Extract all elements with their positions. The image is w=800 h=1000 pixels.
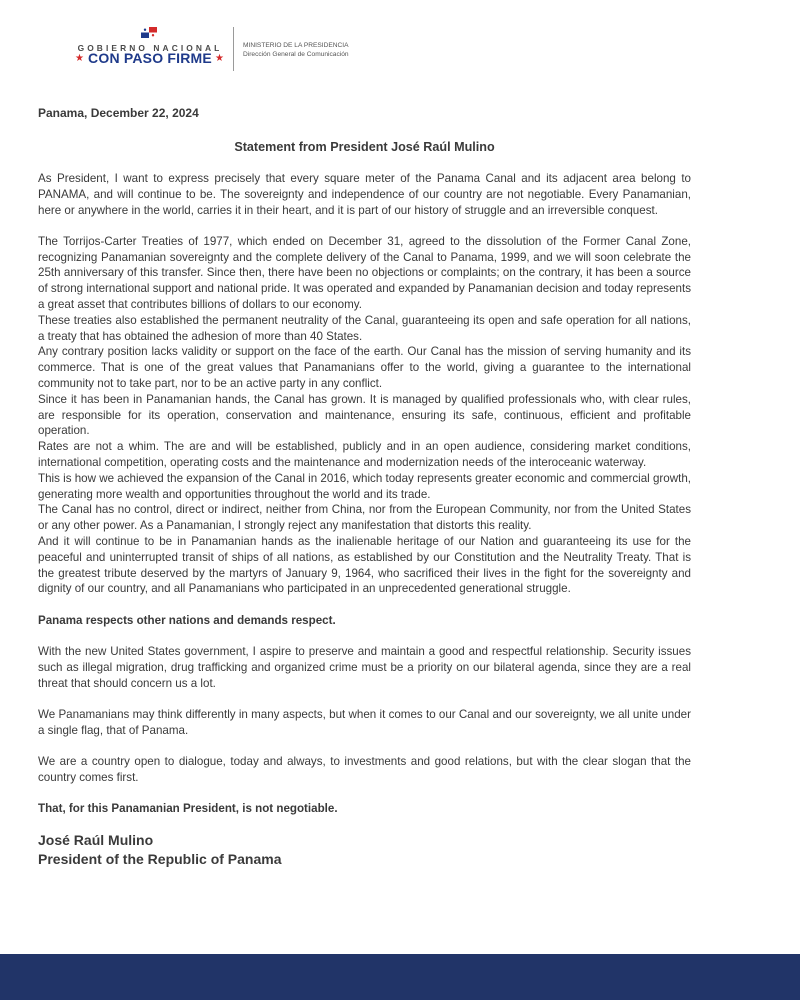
footer-band <box>0 954 800 1000</box>
paragraph: We Panamanians may think differently in many aspects, but when it comes to our Canal and our sovereignty, we all unite under a single flag, that of Panama. <box>38 707 691 737</box>
logo-slogan: CON PASO FIRME <box>88 50 212 66</box>
paragraph: The Torrijos-Carter Treaties of 1977, which ended on December 31, agreed to the dissolution of the Former Canal Zone, recognizing Panamanian sovereignty and the complete delivery of the Canal to Panama, 1999, and we will soon celebrate the 25th anniversary of this transfer. Since then, there have been no objections or complaints; on the contrary, it has been a source of strong international support and national pride. It was operated and expanded by Panamanian decision and today represents a great asset that contributes billions of dollars to our economy. <box>38 234 691 312</box>
ministry-block <box>243 42 349 59</box>
ministry-department: Dirección General de Comunicación <box>243 50 349 58</box>
paragraph: Rates are not a whim. The are and will be established, publicly and in an open audience, considering market conditions, international competition, operating costs and the maintenance and modernization needs of the interoceanic waterway. <box>38 440 691 470</box>
star-icon: ★ <box>215 53 224 64</box>
statement-date: Panama, December 22, 2024 <box>38 106 199 120</box>
paragraph: As President, I want to express precisely that every square meter of the Panama Canal and its adjacent area belong to PANAMA, and will continue to be. The sovereignty and independence of our country are not negotiable. Every Panamanian, here or anywhere in the world, carries it in their heart, and it is part of our history of struggle and an irreversible conquest. <box>38 172 691 217</box>
panama-flag-icon <box>141 27 157 38</box>
header-divider <box>233 27 234 71</box>
letterhead <box>0 0 800 90</box>
statement-title: Statement from President José Raúl Mulino <box>234 140 495 154</box>
paragraph: The Canal has no control, direct or indirect, neither from China, nor from the European Community, nor from the United States or any other power. As a Panamanian, I strongly reject any manifestation that distorts this reality. <box>38 503 691 533</box>
paragraph: With the new United States government, I aspire to preserve and maintain a good and respectful relationship. Security issues such as illegal migration, drug trafficking and organized crime must be a priority on our bilateral agenda, since they are a real threat that should concern us a lot. <box>38 645 691 690</box>
signature-name: José Raúl Mulino <box>38 831 154 848</box>
star-icon: ★ <box>75 53 84 64</box>
paragraph: And it will continue to be in Panamanian hands as the inalienable heritage of our Nation and guaranteeing its use for the peaceful and uninterrupted transit of ships of all nations, as established by our Constitution and the Neutrality Treaty. That is the greatest tribute deserved by the martyrs of January 9, 1964, who sacrificed their lives in the fight for the sovereignty and dignity of our country, and all Panamanians who participated in an unprecedented generational struggle. <box>38 535 691 596</box>
paragraph: We are a country open to dialogue, today and always, to investments and good relations, but with the clear slogan that the country comes first. <box>38 755 691 784</box>
paragraph-bold: That, for this Panamanian President, is not negotiable. <box>38 802 338 816</box>
paragraph: Since it has been in Panamanian hands, the Canal has grown. It is managed by qualified professionals who, with clear rules, are responsible for its operation, conservation and maintenance, ensuring its safe, continuous, efficient and profitable operation. <box>38 392 691 438</box>
paragraph: This is how we achieved the expansion of the Canal in 2016, which today represents greater economic and commercial growth, generating more wealth and opportunities throughout the world and its trade. <box>38 471 691 501</box>
logo-gobierno-nacional: GOBIERNO NACIONAL <box>77 43 223 53</box>
statement-body <box>38 106 691 869</box>
ministry-name: MINISTERIO DE LA PRESIDENCIA <box>243 42 349 49</box>
paragraph: Any contrary position lacks validity or support on the face of the earth. Our Canal has the mission of serving humanity and its commerce. That is one of the great values that Panamanians offer to the world, giving a guarantee to the international community not to take part, nor to be an active party in any conflict. <box>38 345 691 391</box>
paragraph-bold: Panama respects other nations and demands respect. <box>38 613 336 627</box>
signature-title: President of the Republic of Panama <box>38 850 282 867</box>
paragraph: These treaties also established the permanent neutrality of the Canal, guaranteeing its open and safe operation for all nations, a treaty that has obtained the adhesion of more than 40 States. <box>38 313 691 343</box>
